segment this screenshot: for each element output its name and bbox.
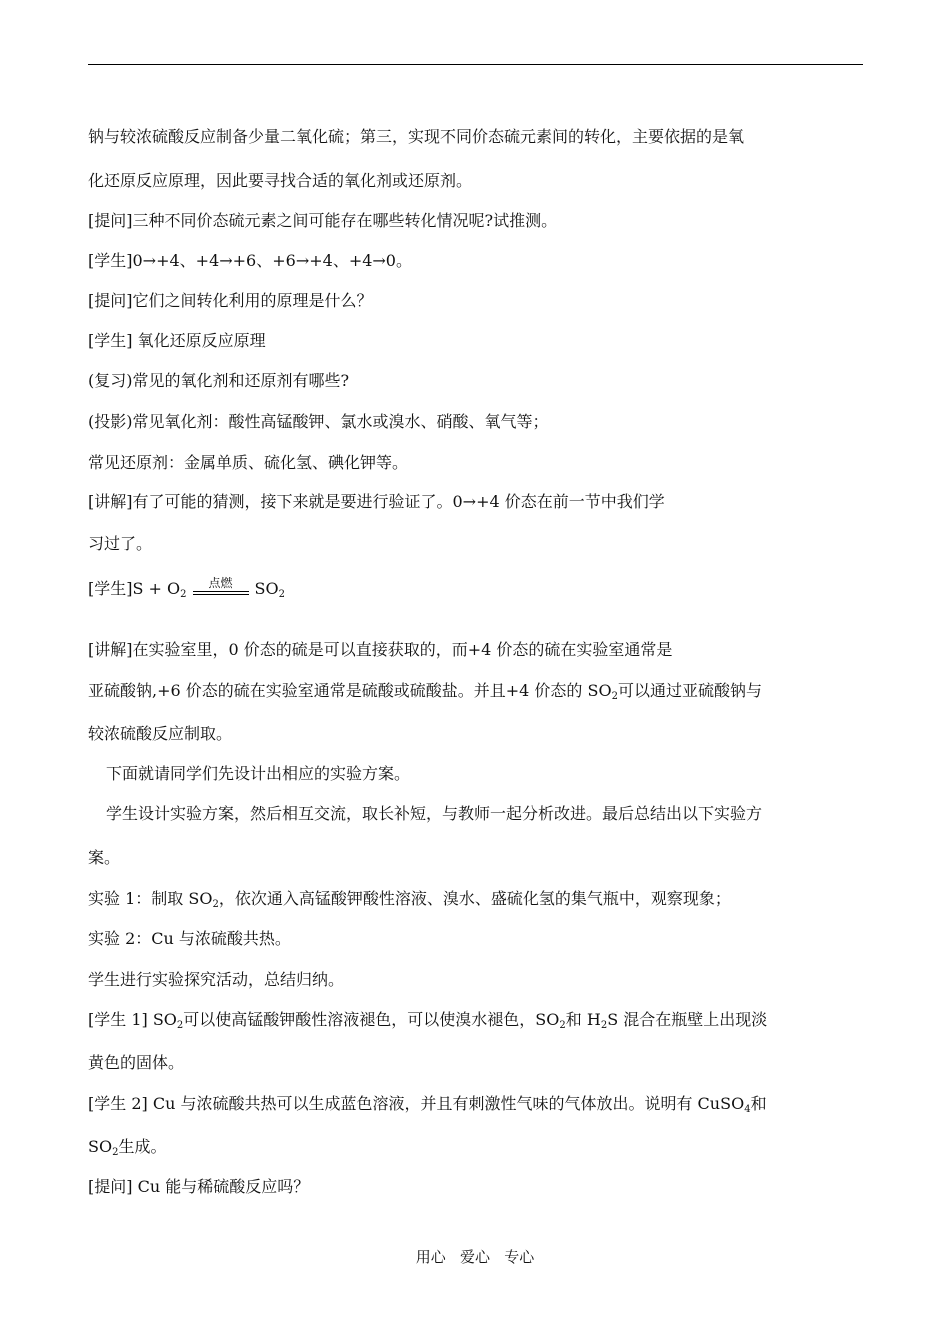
text-line: 常见还原剂：金属单质、硫化氢、碘化钾等。 [88,453,409,472]
subscript: 2 [212,899,219,910]
subscript: 2 [278,589,285,600]
text-segment: 生成。 [118,1137,167,1156]
text-line: 学生进行实验探究活动，总结归纳。 [88,970,345,989]
text-line: 下面就请同学们先设计出相应的实验方案。 [106,764,411,783]
reaction-condition [193,578,249,600]
equation-reactants: [学生]S + O [88,579,181,598]
text-line: 案。 [88,848,121,867]
text-segment: 亚硫酸钠,+6 价态的硫在实验室通常是硫酸或硫酸盐。并且+4 价态的 SO [88,681,612,700]
text-line: 化还原反应原理，因此要寻找合适的氧化剂或还原剂。 [88,171,473,190]
question-line: [提问]它们之间转化利用的原理是什么？ [88,291,373,310]
equation-product: SO [254,579,279,598]
text-line: 钠与较浓硫酸反应制备少量二氧化硫；第三，实现不同价态硫元素间的转化，主要依据的是氧 [88,127,745,146]
student-line: [学生]0→+4、+4→+6、+6→+4、+4→0。 [88,251,412,270]
equals-sign [193,591,249,595]
explanation-line: [讲解]有了可能的猜测，接下来就是要进行验证了。0→+4 价态在前一节中我们学 [88,492,665,511]
subscript: 2 [176,1020,184,1031]
text-line: 学生设计实验方案，然后相互交流，取长补短，与教师一起分析改进。最后总结出以下实验方 [106,804,763,823]
subscript: 2 [180,589,187,600]
text-segment: [学生 2] Cu 与浓硫酸共热可以生成蓝色溶液，并且有刺激性气味的气体放出。说明有 CuSO [88,1094,745,1113]
experiment-1-line [88,888,868,910]
text-segment: 实验 1：制取 SO [88,889,213,908]
text-line: 较浓硫酸反应制取。 [88,724,233,743]
text-segment: 可以通过亚硫酸钠与 [617,681,762,700]
condition-label: 点燃 [208,576,233,590]
subscript: 2 [611,691,618,702]
text-segment: S 混合在瓶壁上出现淡 [607,1010,768,1029]
text-line [88,1136,868,1158]
equation-line [88,578,868,600]
text-segment: 可以使高锰酸钾酸性溶液褪色，可以使溴水褪色，SO [183,1010,560,1029]
text-segment: ，依次通入高锰酸钾酸性溶液、溴水、盛硫化氢的集气瓶中，观察现象； [218,889,731,908]
student-line: [学生] 氧化还原反应原理 [88,331,266,350]
explanation-line: [讲解]在实验室里，0 价态的硫是可以直接获取的，而+4 价态的硫在实验室通常是 [88,640,673,659]
header-rule [88,64,863,65]
question-line: [提问] Cu 能与稀硫酸反应吗？ [88,1177,310,1196]
subscript: 4 [744,1104,751,1115]
text-segment: 和 [750,1094,767,1113]
page-footer: 用心 爱心 专心 [415,1248,535,1266]
question-line: [提问]三种不同价态硫元素之间可能存在哪些转化情况呢?试推测。 [88,211,558,230]
text-line: 习过了。 [88,534,153,553]
student-1-line [88,1009,868,1031]
projection-line: (投影)常见氧化剂：酸性高锰酸钾、氯水或溴水、硝酸、氧气等； [88,412,549,431]
review-line: (复习)常见的氧化剂和还原剂有哪些? [88,371,350,390]
subscript: 2 [559,1020,566,1031]
subscript: 2 [600,1020,608,1031]
text-line: 黄色的固体。 [88,1053,185,1072]
text-segment: SO [88,1137,113,1156]
experiment-2-line: 实验 2：Cu 与浓硫酸共热。 [88,929,291,948]
text-segment: [学生 1] SO [88,1010,177,1029]
text-segment: 和 H [565,1010,601,1029]
student-2-line [88,1093,868,1115]
subscript: 2 [112,1147,119,1158]
text-line [88,680,868,702]
